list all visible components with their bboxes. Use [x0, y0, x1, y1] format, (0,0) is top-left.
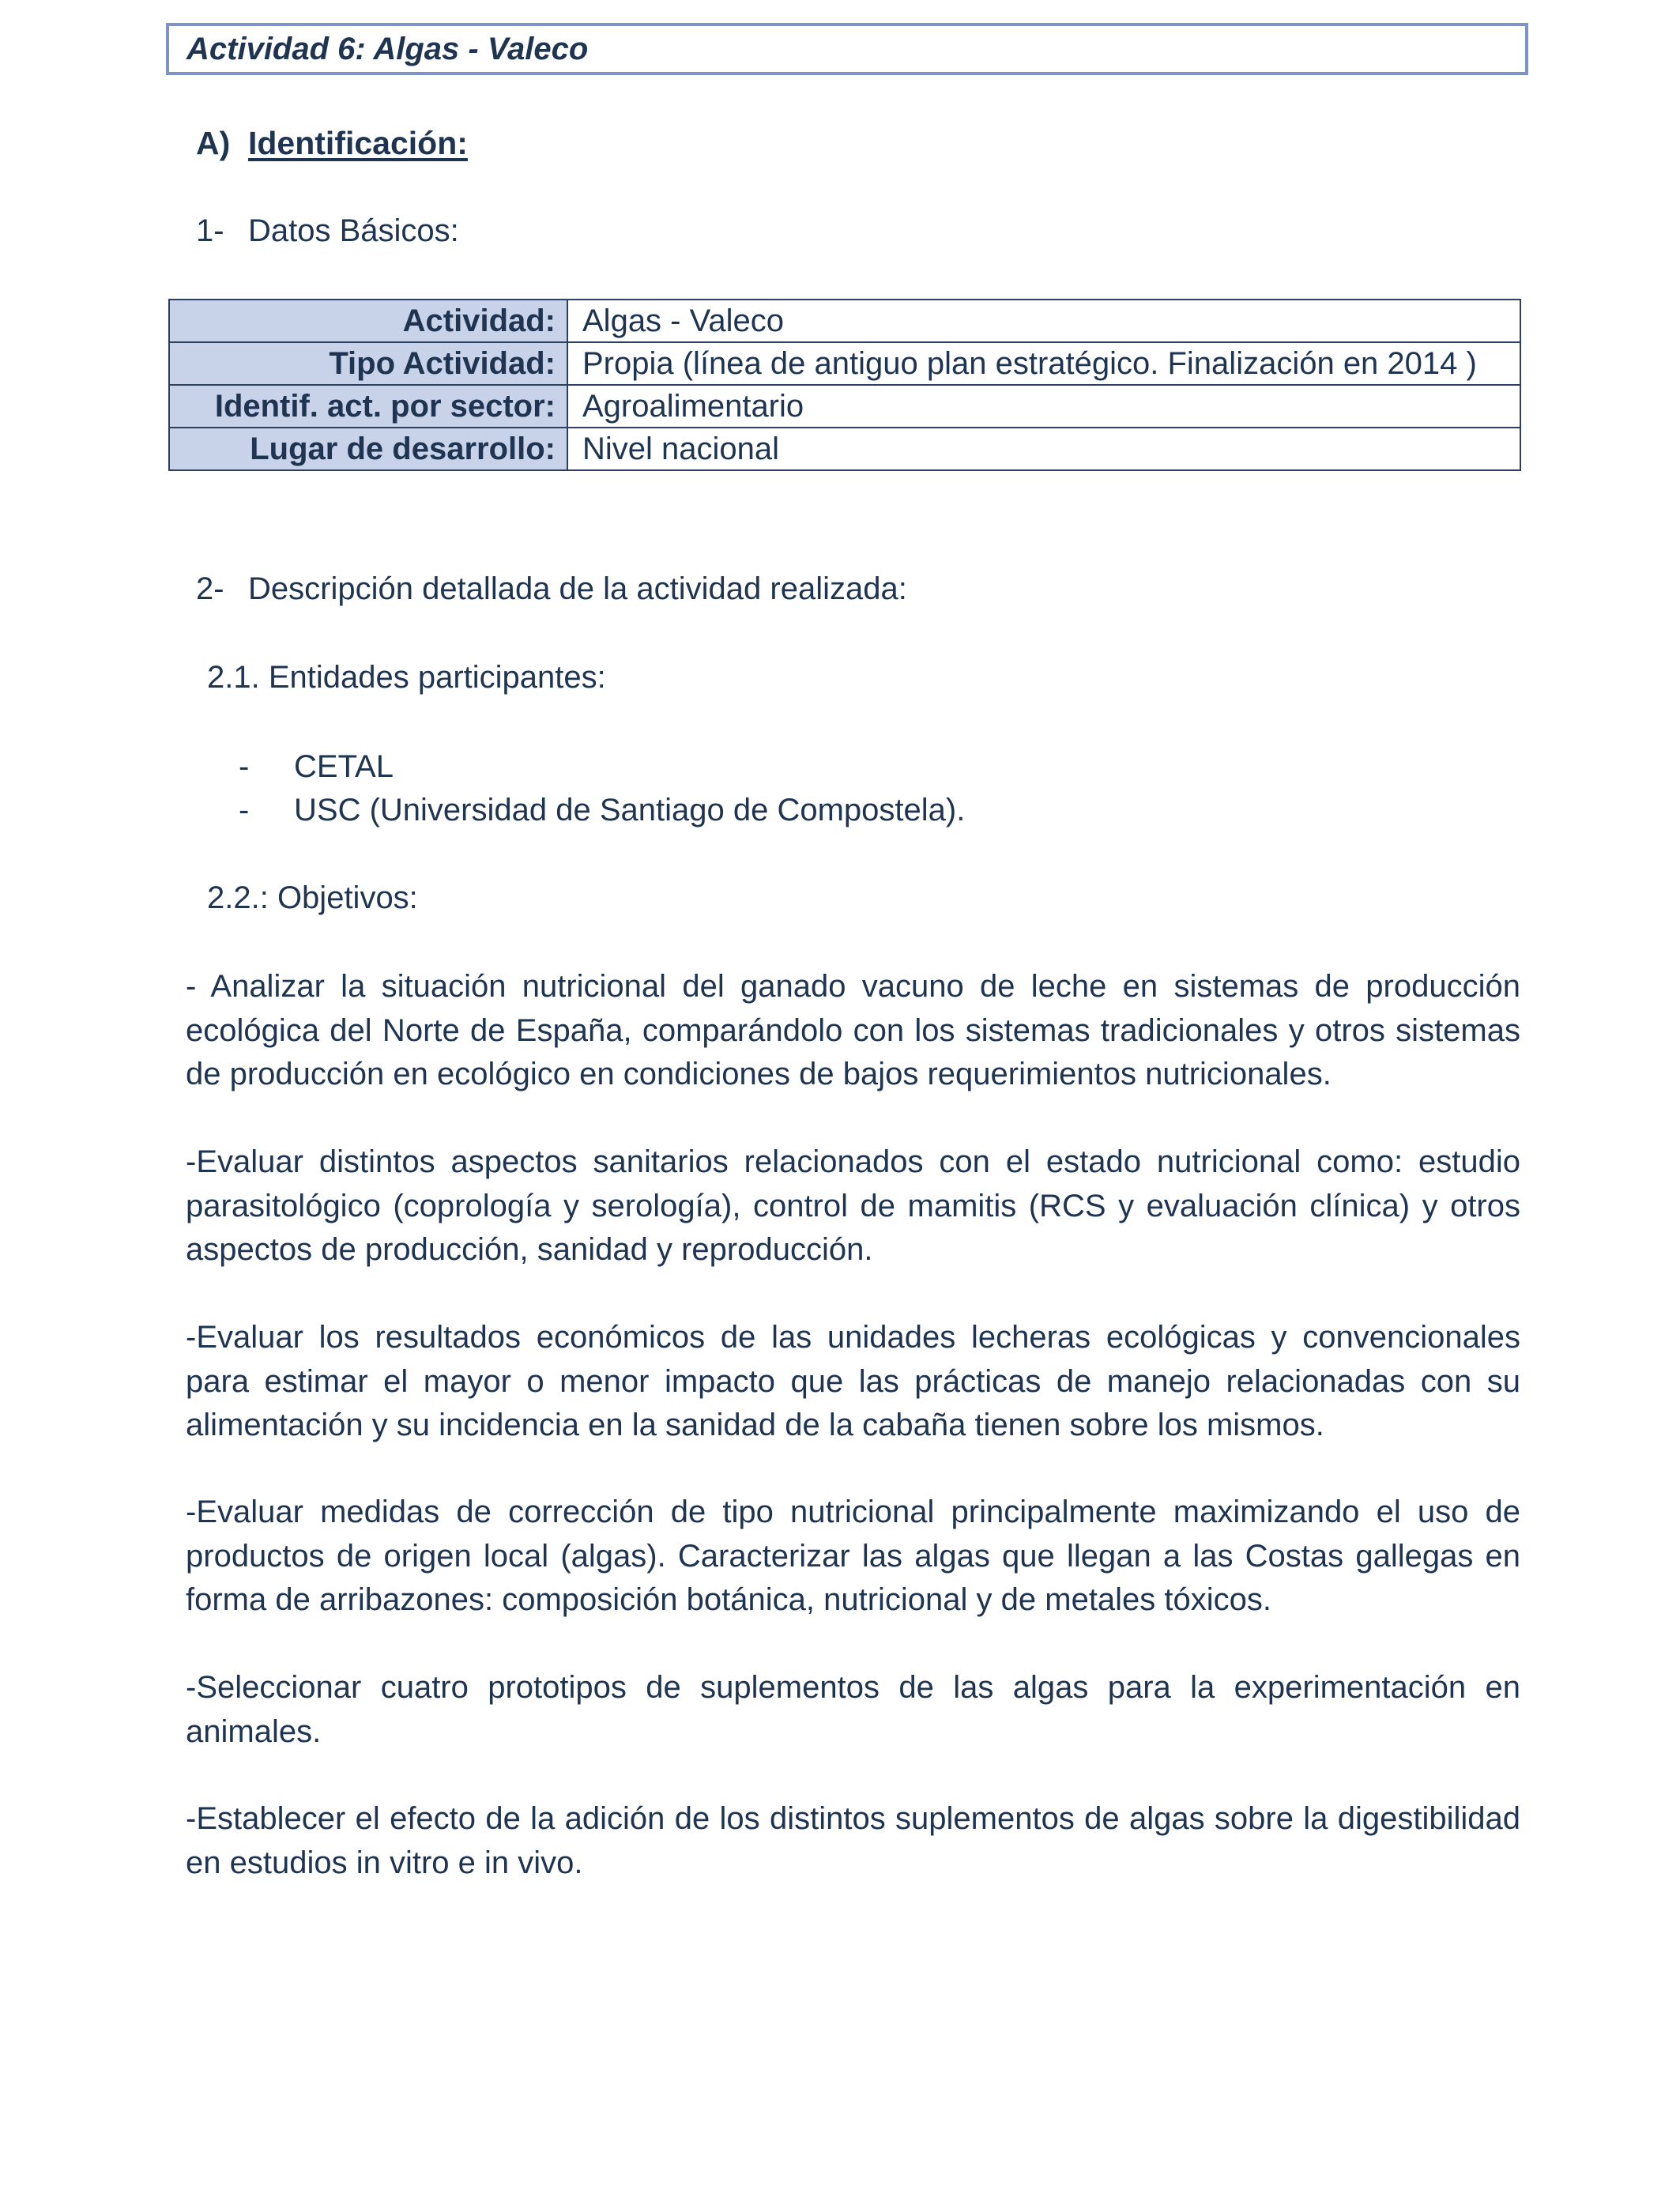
section-2-heading	[196, 571, 907, 607]
section-1-number: 1-	[196, 213, 224, 248]
table-row	[169, 385, 1520, 428]
row-value: Nivel nacional	[567, 428, 1520, 470]
row-key: Actividad:	[169, 300, 567, 342]
basic-data-table	[168, 299, 1521, 471]
objective-paragraph: -Evaluar medidas de corrección de tipo nutricional principalmente maximizando el uso de productos de origen local (algas). Caracterizar las algas que llegan a las Costas gallegas en forma de arribazones: composición botánica, nutricional y de metales tóxicos.	[186, 1495, 1520, 1617]
section-1-heading	[196, 213, 459, 249]
row-key: Lugar de desarrollo:	[169, 428, 567, 470]
section-a-label: Identificación:	[248, 125, 468, 161]
entity-name: USC (Universidad de Santiago de Compostela).	[294, 793, 966, 827]
table-row	[169, 428, 1520, 470]
section-2-label: Descripción detallada de la actividad realizada:	[248, 571, 907, 606]
table-row	[169, 300, 1520, 342]
row-value: Algas - Valeco	[567, 300, 1520, 342]
objective-paragraph: -Evaluar los resultados económicos de las unidades lecheras ecológicas y convencionales para estimar el mayor o menor impacto que las prácticas de manejo relacionadas con su alimentación y su incidencia en la sanidad de la cabaña tienen sobre los mismos.	[186, 1320, 1520, 1442]
section-2-2-heading: 2.2.: Objetivos:	[207, 880, 418, 915]
activity-title: Actividad 6: Algas - Valeco	[186, 31, 589, 66]
list-dash: -	[239, 793, 250, 827]
entity-name: CETAL	[294, 749, 394, 784]
objective-paragraph: - Analizar la situación nutricional del ganado vacuno de leche en sistemas de producción ecológica del Norte de España, comparándolo con los sistemas tradicionales y otros sistemas de producción en ecológico en condiciones de bajos requerimientos nutricionales.	[186, 969, 1520, 1091]
section-a-heading	[196, 125, 468, 162]
objective-paragraph: -Seleccionar cuatro prototipos de suplementos de las algas para la experimentación en animales.	[186, 1670, 1520, 1749]
list-dash: -	[239, 749, 250, 784]
section-1-label: Datos Básicos:	[248, 213, 459, 248]
row-key: Tipo Actividad:	[169, 342, 567, 385]
row-key: Identif. act. por sector:	[169, 385, 567, 428]
objective-paragraph: -Evaluar distintos aspectos sanitarios relacionados con el estado nutricional como: estudio parasitológico (coprología y serología), control de mamitis (RCS y evaluación clínica) y otros aspectos de producción, sanidad y reproducción.	[186, 1144, 1520, 1267]
section-a-number: A)	[196, 125, 231, 161]
row-value: Agroalimentario	[567, 385, 1520, 428]
section-2-1-heading: 2.1. Entidades participantes:	[207, 660, 606, 695]
objective-paragraph: -Establecer el efecto de la adición de los distintos suplementos de algas sobre la digestibilidad en estudios in vitro e in vivo.	[186, 1801, 1520, 1880]
section-2-number: 2-	[196, 571, 224, 606]
table-row	[169, 342, 1520, 385]
activity-title-box	[166, 23, 1528, 75]
row-value: Propia (línea de antiguo plan estratégico. Finalización en 2014 )	[567, 342, 1520, 385]
